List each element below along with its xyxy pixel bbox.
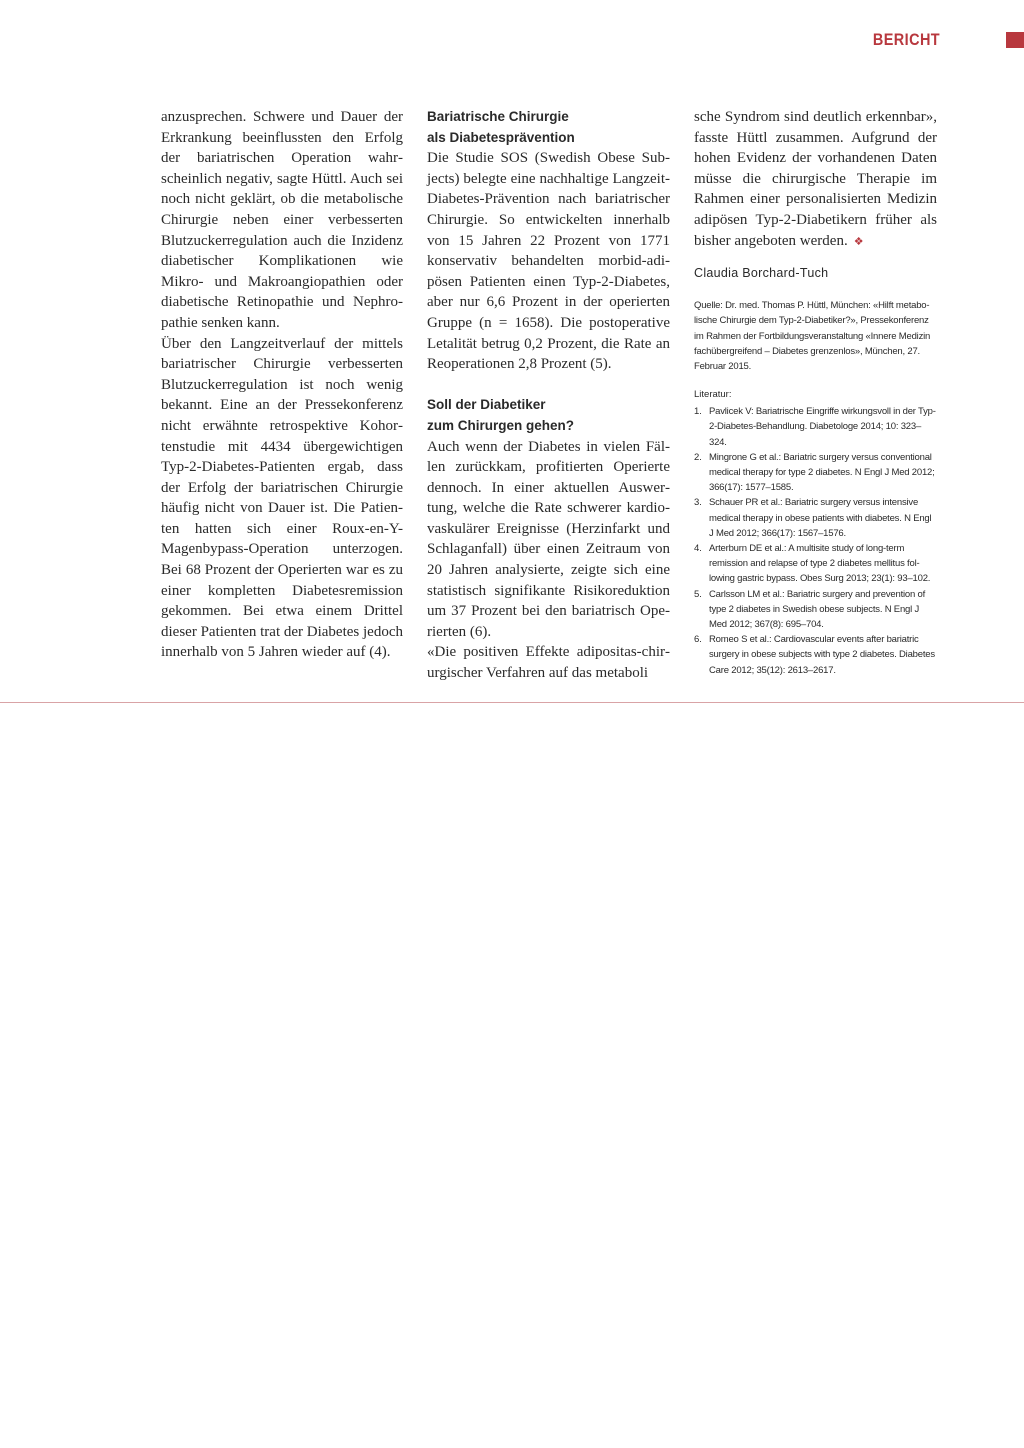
source-note: Quelle: Dr. med. Thomas P. Hüttl, München: «Hilft metabolische Chirurgie dem Typ-2-Diabetiker?», Pressekonferenz im Rahmen der Fortbildungsveranstaltung «Innere Medizin fachübergreifend – Diabetes grenzenlos», München, 27. Februar 2015. [694, 300, 931, 372]
article-column-1 [161, 107, 403, 663]
subheading-line: Soll der Diabetiker [427, 397, 546, 413]
subheading [427, 395, 670, 436]
body-paragraph: anzusprechen. Schwere und Dauer der Erkrankung beeinflussten den Erfolg der bariatrischen Operation wahrscheinlich negativ, sagte Hüttl. Auch sei noch nicht geklärt, ob die metabolische Chirurgie neben einer verbesserten Blutzuckerregulation auch die Inzidenz diabetischer Komplikationen wie Mikro- und Makroangiopathien oder diabetische Retinopathie und Nephropathie senken kann. [161, 109, 403, 331]
body-paragraph: Die Studie SOS (Swedish Obese Subjects) belegte eine nachhaltige Langzeit-Diabetes-Prävention nach bariatrischer Chirurgie. So entwickelten innerhalb von 15 Jahren 22 Prozent von 1771 konservativ behandelten morbid-adipösen Patienten einen Typ-2-Diabetes, aber nur 6,6 Prozent in der operierten Gruppe (n = 1658). Die postoperative Letalität betrug 0,2 Prozent, die Rate an Reoperationen 2,8 Prozent (5). [427, 150, 670, 373]
reference-list [694, 404, 937, 678]
body-paragraph: «Die positiven Effekte adipositas-chirurgischer Verfahren auf das metaboli [427, 644, 670, 682]
subheading-line: zum Chirurgen gehen? [427, 417, 575, 433]
reference-item: 1. Pavlicek V: Bariatrische Eingriffe wirkungsvoll in der Typ-2-Diabetes-Behandlung. Diabetologe 2014; 10: 323–324. [694, 406, 936, 448]
body-paragraph: Auch wenn der Diabetes in vielen Fällen zurückkam, profitierten Operierte dennoch. In einer aktuellen Auswertung, welche die Rate schwerer kardiovaskulärer Ereignisse (Herzinfarkt und Schlaganfall) über einen Zeitraum von 20 Jahren analysierte, zeigte sich eine statistisch signifikante Risikoreduktion um 37 Prozent bei den bariatrisch Operierten (6). [427, 438, 670, 640]
section-label: BERICHT [872, 30, 940, 49]
subheading [427, 107, 670, 148]
author-name: Claudia Borchard-Tuch [694, 266, 829, 281]
footer-divider [0, 702, 1024, 703]
reference-item: 3. Schauer PR et al.: Bariatric surgery versus intensive medical therapy in obese patients with diabetes. N Engl J Med 2012; 366(17): 1567–1576. [694, 497, 932, 539]
section-color-marker [1006, 32, 1024, 48]
body-paragraph: Über den Langzeitverlauf der mittels bariatrischer Chirurgie verbesserten Blutzuckerregulation ist noch wenig bekannt. Eine an der Pressekonferenz nicht erwähnte retrospektive Kohortenstudie mit 4434 übergewichtigen Typ-2-Diabetes-Patienten ergab, dass der Erfolg der bariatrischen Chirurgie häufig nicht von Dauer ist. Die Patienten hatten sich einer Roux-en-Y-Magenbypass-Operation unterzogen. Bei 68 Prozent der Operierten war es zu einer kompletten Diabetesremission gekommen. Bei etwa einem Drittel dieser Patienten trat der Diabetes jedoch innerhalb von 5 Jahren wieder auf (4). [161, 335, 403, 661]
literature-heading: Literatur: [694, 389, 732, 401]
body-paragraph-text: sche Syndrom sind deutlich erkennbar», fasste Hüttl zusammen. Aufgrund der hohen Evidenz der vorhandenen Daten müsse die chirurgische Therapie im Rahmen einer personalisierten Medizin adipösen Typ-2-Diabetikern früher als bisher angeboten werden. [694, 109, 937, 249]
body-paragraph [694, 107, 937, 252]
reference-item: 6. Romeo S et al.: Cardiovascular events after bariatric surgery in obese subjects with type 2 diabetes. Diabetes Care 2012; 35(12): 2613–2617. [694, 634, 935, 676]
article-column-2 [427, 107, 670, 684]
subheading-line: als Diabetesprävention [427, 129, 575, 145]
article-column-3 [694, 107, 937, 678]
reference-item: 5. Carlsson LM et al.: Bariatric surgery and prevention of type 2 diabetes in Swedish obese subjects. N Engl J Med 2012; 367(8): 695–704. [694, 588, 926, 631]
reference-item: 4. Arterburn DE et al.: A multisite study of long-term remission and relapse of type 2 diabetes mellitus following gastric bypass. Obes Surg 2013; 23(1): 93–102. [694, 543, 931, 585]
reference-item: 2. Mingrone G et al.: Bariatric surgery versus conventional medical therapy for type 2 diabetes. N Engl J Med 2012; 366(17): 1577–1585. [694, 451, 935, 494]
article-end-icon: ❖ [853, 235, 864, 248]
subheading-line: Bariatrische Chirurgie [427, 109, 569, 124]
